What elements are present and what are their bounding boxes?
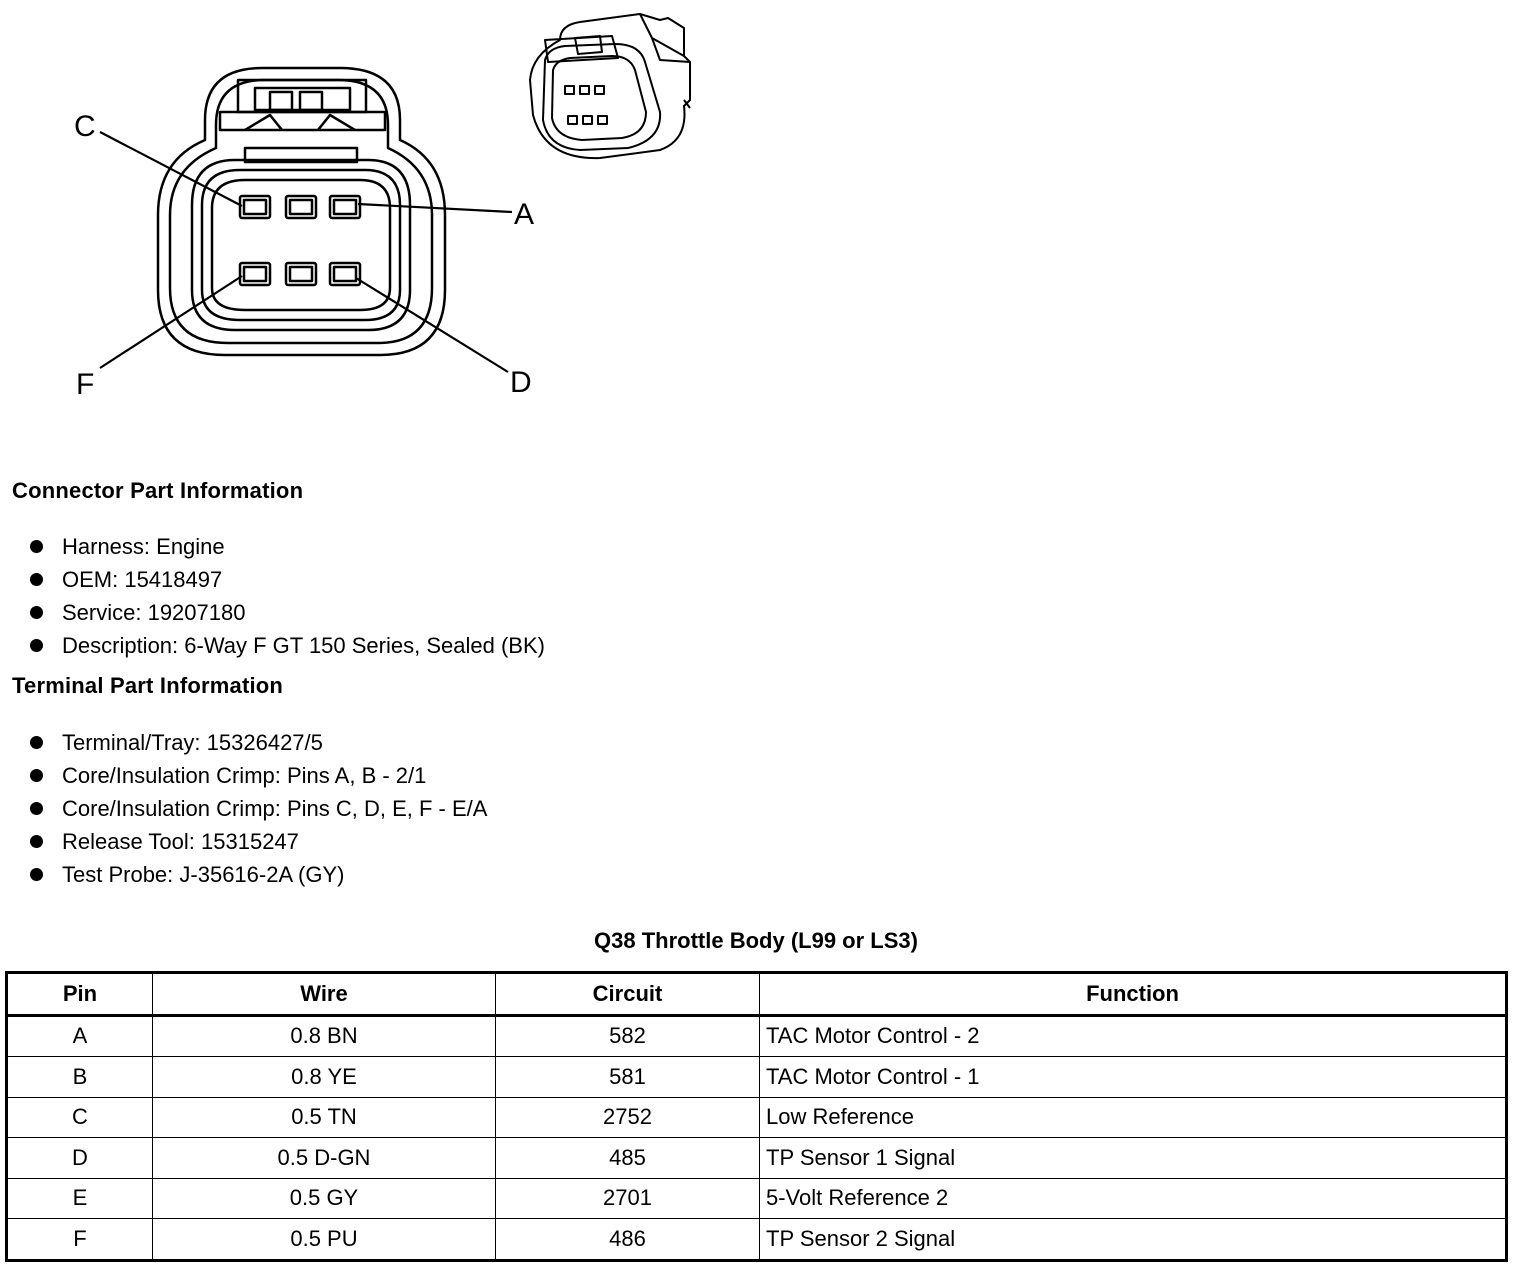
terminal-info-list — [28, 726, 487, 891]
bullet-icon — [30, 769, 43, 782]
table-row — [7, 1015, 1507, 1057]
table-row — [7, 1219, 1507, 1261]
bullet-icon — [30, 639, 43, 652]
bullet-icon — [30, 573, 43, 586]
table-row — [7, 1138, 1507, 1179]
pin-label-f: F — [76, 368, 95, 401]
cell-pin: F — [7, 1219, 153, 1261]
column-header-wire: Wire — [153, 973, 496, 1016]
table-row — [7, 1057, 1507, 1098]
bullet-icon — [30, 802, 43, 815]
cell-circuit: 582 — [496, 1015, 760, 1057]
cell-pin: A — [7, 1015, 153, 1057]
terminal-info-heading: Terminal Part Information — [12, 673, 284, 698]
cell-circuit: 2701 — [496, 1178, 760, 1219]
list-item: Release Tool: 15315247 — [28, 825, 487, 858]
cell-wire: 0.8 YE — [153, 1057, 496, 1098]
bullet-icon — [30, 868, 43, 881]
list-item: Test Probe: J-35616-2A (GY) — [28, 858, 487, 891]
connector-isometric-view — [530, 14, 690, 158]
pinout-table — [5, 971, 1508, 1262]
bullet-icon — [30, 835, 43, 848]
cell-pin: B — [7, 1057, 153, 1098]
cell-function: TP Sensor 2 Signal — [760, 1219, 1507, 1261]
cell-function: TAC Motor Control - 2 — [760, 1015, 1507, 1057]
cell-wire: 0.5 PU — [153, 1219, 496, 1261]
bullet-icon — [30, 540, 43, 553]
cell-function: TP Sensor 1 Signal — [760, 1138, 1507, 1179]
pin-label-d: D — [510, 366, 532, 399]
cell-function: Low Reference — [760, 1097, 1507, 1138]
cell-pin: D — [7, 1138, 153, 1179]
column-header-function: Function — [760, 973, 1507, 1016]
cell-function: 5-Volt Reference 2 — [760, 1178, 1507, 1219]
cell-wire: 0.5 TN — [153, 1097, 496, 1138]
pin-label-c: C — [74, 110, 96, 143]
cell-circuit: 2752 — [496, 1097, 760, 1138]
cell-pin: E — [7, 1178, 153, 1219]
bullet-icon — [30, 606, 43, 619]
list-item: OEM: 15418497 — [28, 563, 545, 596]
cell-circuit: 485 — [496, 1138, 760, 1179]
list-item: Harness: Engine — [28, 530, 545, 563]
cell-function: TAC Motor Control - 1 — [760, 1057, 1507, 1098]
list-item: Core/Insulation Crimp: Pins A, B - 2/1 — [28, 759, 487, 792]
bullet-icon — [30, 736, 43, 749]
cell-pin: C — [7, 1097, 153, 1138]
connector-info-list — [28, 530, 545, 662]
list-item: Service: 19207180 — [28, 596, 545, 629]
cell-circuit: 581 — [496, 1057, 760, 1098]
table-header-row — [7, 973, 1507, 1016]
list-item: Description: 6-Way F GT 150 Series, Sealed (BK) — [28, 629, 545, 662]
cell-wire: 0.8 BN — [153, 1015, 496, 1057]
connector-info-heading: Connector Part Information — [12, 478, 304, 503]
pin-label-a: A — [514, 198, 535, 231]
cell-wire: 0.5 D-GN — [153, 1138, 496, 1179]
table-row — [7, 1097, 1507, 1138]
table-row — [7, 1178, 1507, 1219]
cell-wire: 0.5 GY — [153, 1178, 496, 1219]
connector-diagram — [0, 0, 720, 420]
table-title: Q38 Throttle Body (L99 or LS3) — [594, 928, 918, 953]
list-item: Core/Insulation Crimp: Pins C, D, E, F - E/A — [28, 792, 487, 825]
list-item: Terminal/Tray: 15326427/5 — [28, 726, 487, 759]
column-header-pin: Pin — [7, 973, 153, 1016]
cell-circuit: 486 — [496, 1219, 760, 1261]
column-header-circuit: Circuit — [496, 973, 760, 1016]
